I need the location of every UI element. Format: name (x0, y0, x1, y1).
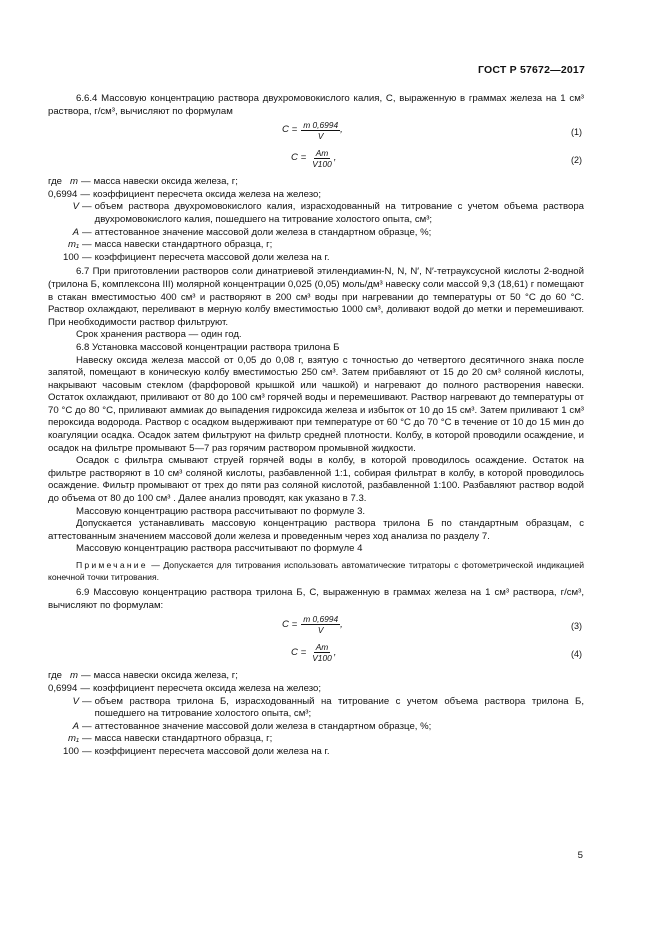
formula-number: (1) (571, 127, 582, 138)
definition-text: аттестованное значение массовой доли железа в стандартном образце, %; (94, 720, 432, 732)
definition-text: объем раствора трилона Б, израсходованный на титрование с учетом объема раствора трилона Б, пошедшего на титрование холостого опыта, см³; (94, 695, 584, 720)
definition-symbol: V (72, 201, 79, 213)
definition-dash: — (80, 188, 90, 200)
definition-symbol: V (72, 695, 79, 707)
note-text: — Допускается для титрования использовать автоматические титраторы с фотометрической индикацией конечной точки титрования. (48, 560, 584, 582)
definition-symbol: 100 (62, 251, 79, 263)
standard-header: ГОСТ Р 57672—2017 (477, 64, 585, 76)
definition-row (48, 721, 584, 734)
formula-1 (48, 118, 584, 146)
definition-symbol: A (72, 720, 79, 732)
section-6-7-storage: Срок хранения раствора — один год. (76, 329, 242, 341)
section-6-8-paragraph-2: Осадок с фильтра смывают струей горячей воды в колбу, в которой проводилось осаждение. Остаток на фильтре растворяют в 10 см³ соляной кислоты, разбавленной 1:1, собирая фильтрат в колбу, в которой проводилось осаждение. Фильтр промывают от трех до пяти раз соляной кислотой, разбавленной 1:100. Разбавляют раствор водой до объема от 80 до 100 см³ . Далее анализ проводят, как указано в 7.3. (48, 455, 584, 505)
formula-2 (48, 146, 584, 174)
formula-lhs: C = (291, 646, 307, 658)
section-6-8-paragraph-1: Навеску оксида железа массой от 0,05 до 0,08 г, взятую с точностью до четвертого десятичного знака после запятой, помещают в коническую колбу вместимостью 250 см³. Затем прибавляют от 15 до 20 см³ соляной кислоты, накрывают часовым стеклом (фарфоровой крышкой или чашкой) и нагревают до полного растворения навески. Остаток охлаждают, приливают от 80 до 100 см³ горячей воды и перемешивают. Раствор нагревают до температуры от 70 °С до 80 °С, приливают аммиак до выпадения гидроксида железа и избыток от 10 до 15 см³. Затем приливают 1 см³ пероксида водорода. Раствор с осадком выдерживают при температуре от 60 °С до 70 °С в течение от 10 до 15 мин до коагуляции осадка. Осадок затем фильтруют на фильтр средней плотности. Колбу, в которой проводили осаждение, и осадок на фильтре промывают 5—7 раз горячим раствором промывной жидкости. (48, 354, 584, 454)
section-6-8-title: 6.8 Установка массовой концентрации раствора трилона Б (76, 341, 340, 353)
formula-lhs: C = (291, 152, 307, 164)
formula-fraction (301, 614, 340, 635)
fraction-denominator: V100 (312, 159, 332, 170)
formula-number: (4) (571, 649, 582, 660)
definition-row (48, 176, 584, 189)
formula-fraction (301, 120, 340, 141)
definition-symbol: m (70, 176, 79, 188)
definition-dash: — (81, 670, 91, 682)
where-label: где (48, 670, 63, 682)
definition-text: масса навески оксида железа, г; (93, 670, 238, 682)
formula-fraction (310, 642, 334, 663)
fraction-numerator: Am (315, 148, 329, 159)
note-label: Примечание (76, 560, 148, 570)
definition-dash: — (82, 226, 92, 238)
definition-symbol: m (70, 670, 79, 682)
section-6-6-4-intro: 6.6.4 Массовую концентрацию раствора двухромовокислого калия, C, выраженную в граммах железа на 1 см³ раствора, г/см³, вычисляют по формулам (48, 93, 584, 117)
definition-dash: — (82, 733, 92, 745)
formula-lhs: C = (282, 618, 298, 630)
definition-text: масса навески оксида железа, г; (93, 176, 238, 188)
fraction-denominator: V (317, 625, 324, 636)
definition-text: масса навески стандартного образца, г; (94, 733, 273, 745)
definition-text: коэффициент пересчета массовой доли железа на г. (94, 745, 330, 757)
definition-row (48, 239, 584, 252)
definition-row (48, 683, 584, 696)
fraction-denominator: V100 (312, 653, 332, 664)
where-label: где (48, 176, 63, 188)
definition-symbol: 0,6994 (48, 188, 78, 200)
formula-tail: , (333, 646, 337, 658)
definition-dash: — (82, 720, 92, 732)
definition-dash: — (81, 176, 91, 188)
section-6-8-paragraph-5: Массовую концентрацию раствора рассчитывают по формуле 4 (76, 543, 363, 555)
definition-text: масса навески стандартного образца, г; (94, 239, 273, 251)
formula-number: (2) (571, 155, 582, 166)
definition-dash: — (82, 695, 92, 707)
definition-row (48, 227, 584, 240)
section-6-7-paragraph: 6.7 При приготовлении растворов соли динатриевой этилендиамин-N, N, N′, N′-тетрауксусной кислоты 2-водной (трилона Б, комплексона III) молярной концентрации 0,025 (0,05) моль/дм³ навеску соли массой 9,3 (18,61) г помещают в стакан вместимостью 400 см³ и растворяют в 200 см³ воды при нагревании до температуры от 50 °С до 60 °С. Раствор охлаждают, переливают в мерную колбу вместимостью 1000 см³, доливают водой до метки и перемешивают. При необходимости раствор фильтруют. (48, 266, 584, 328)
definitions-list-1 (48, 176, 584, 264)
page-number: 5 (577, 850, 583, 861)
formula-number: (3) (571, 621, 582, 632)
definition-symbol: 100 (62, 745, 79, 757)
formula-lhs: C = (282, 124, 298, 136)
section-6-8-paragraph-3: Массовую концентрацию раствора рассчитывают по формуле 3. (76, 505, 366, 517)
definition-symbol: A (72, 226, 79, 238)
section-6-9-intro: 6.9 Массовую концентрацию раствора трилона Б, C, выраженную в граммах железа на 1 см³ раствора, г/см³, вычисляют по формулам: (48, 587, 584, 611)
definition-row (48, 201, 584, 226)
definition-text: аттестованное значение массовой доли железа в стандартном образце, %; (94, 226, 432, 238)
formula-fraction (310, 148, 334, 169)
formula-3 (48, 612, 584, 640)
definition-text: коэффициент пересчета оксида железа на железо; (92, 188, 322, 200)
section-6-8-paragraph-4: Допускается устанавливать массовую концентрацию раствора трилона Б по стандартным образцам, с аттестованным значением массовой доли железа и проведенным через ход анализа по разделу 7. (48, 518, 584, 542)
formula-4 (48, 640, 584, 668)
definition-dash: — (82, 745, 92, 757)
definition-dash: — (82, 251, 92, 263)
fraction-numerator: m 0,6994 (303, 614, 339, 625)
formula-tail: , (340, 618, 343, 630)
definition-row (48, 189, 584, 202)
definition-text: объем раствора двухромовокислого калия, израсходованный на титрование с учетом объема раствора двухромовокислого калия, пошедшего на титрование холостого опыта, см³; (94, 201, 584, 225)
definition-symbol: m₁ (67, 733, 79, 745)
definition-dash: — (82, 201, 92, 213)
definition-row (48, 252, 584, 265)
definition-row (48, 746, 584, 759)
page-content (48, 93, 584, 761)
definition-dash: — (80, 682, 90, 694)
formula-tail: , (340, 124, 343, 136)
definition-symbol: m₁ (67, 239, 79, 251)
definition-row (48, 670, 584, 683)
definition-text: коэффициент пересчета массовой доли железа на г. (94, 251, 330, 263)
definition-row (48, 696, 584, 721)
definitions-list-2 (48, 670, 584, 758)
fraction-numerator: Am (315, 642, 329, 653)
definition-dash: — (82, 239, 92, 251)
fraction-denominator: V (317, 131, 324, 142)
formula-tail: , (333, 152, 337, 164)
fraction-numerator: m 0,6994 (303, 120, 339, 131)
definition-row (48, 733, 584, 746)
note (48, 560, 584, 583)
definition-text: коэффициент пересчета оксида железа на железо; (92, 682, 322, 694)
definition-symbol: 0,6994 (48, 682, 78, 694)
